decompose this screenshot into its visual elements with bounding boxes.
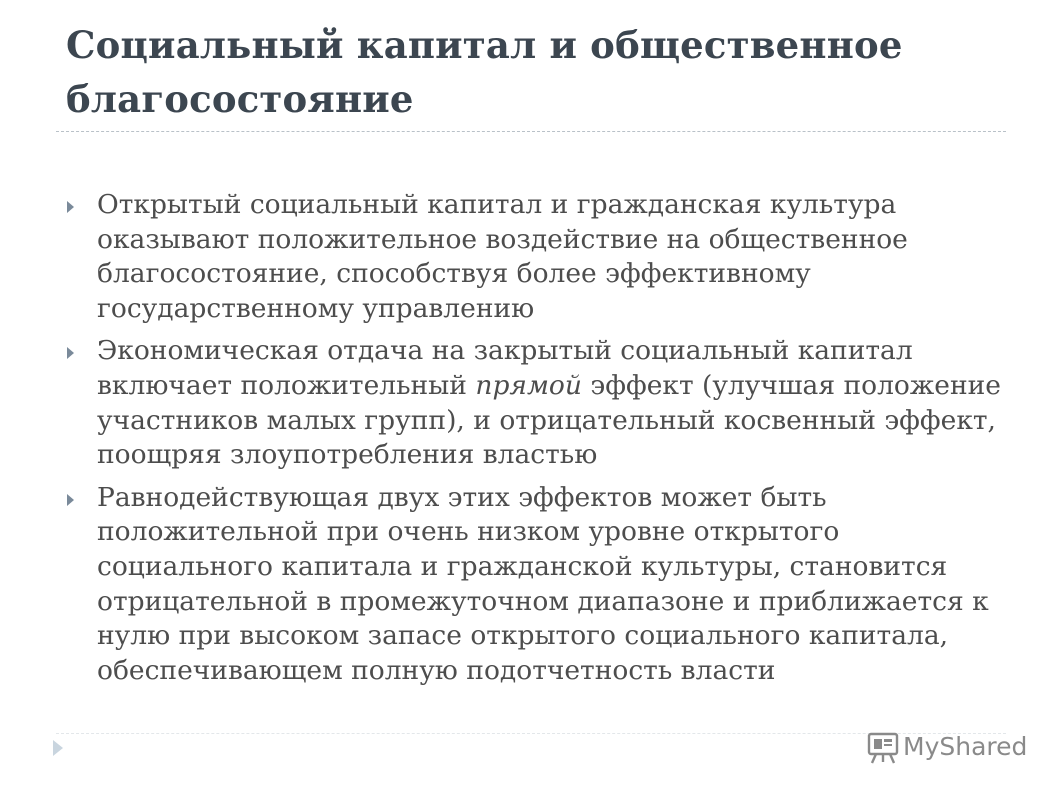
footer-triangle-icon [53,740,63,756]
bullet-item [64,188,1004,326]
footer-divider [56,733,1006,734]
title-divider [56,131,1006,132]
triangle-bullet-icon [67,347,74,359]
bullet-list [64,188,1004,696]
triangle-bullet-icon [67,201,74,213]
bullet-item [64,334,1004,472]
bullet-text: Открытый социальный капитал и гражданская культура оказывают положительное воздействие на общественное благосостояние, способствуя более эффективному государственному управлению [97,189,908,324]
bullet-text: Равнодействующая двух этих эффектов может быть положительной при очень низком уровне открытого социального капитала и гражданской культуры, становится отрицательной в промежуточном диапазоне и приближается к нулю при высоком запасе открытого социального капитала, обеспечивающем полную подотчетность власти [97,481,989,686]
bullet-text [97,334,1004,472]
slide-title: Социальный капитал и общественное благосостояние [66,23,903,121]
bullet-text-part: эффект (улучшая положение участников малых групп), и отрицательный косвенный эффект, поощряя злоупотребления властью [97,369,1001,471]
watermark-text: MyShared [903,732,1028,761]
bullet-text-part: Экономическая отдача на закрытый социальный капитал включает положительный [97,335,913,401]
watermark-logo [866,729,1026,769]
bullet-text-emphasis: прямой [475,369,582,401]
bullet-item [64,481,1004,689]
presentation-board-icon [866,731,900,765]
triangle-bullet-icon [67,494,74,506]
